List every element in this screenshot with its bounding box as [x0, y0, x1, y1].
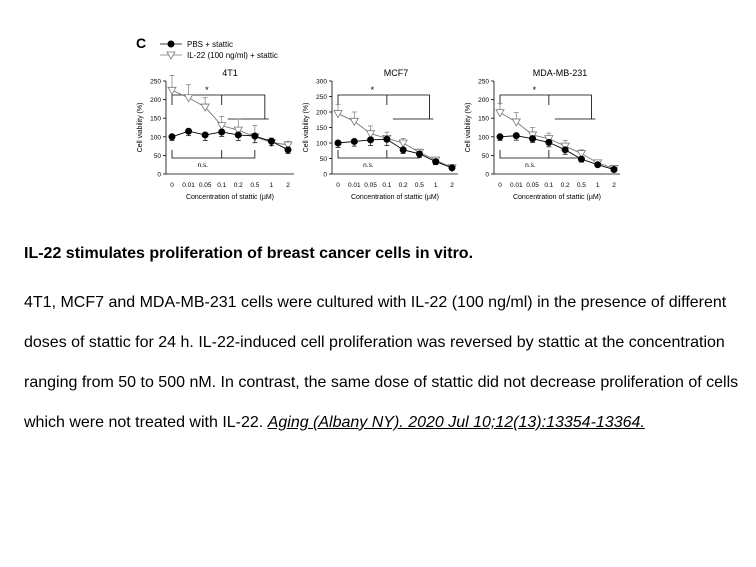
y-axis-label: Cell viability (%): [303, 102, 310, 153]
data-point-pbs: [235, 131, 242, 138]
y-tick-label: 0: [323, 171, 327, 179]
y-tick-label: 200: [150, 97, 161, 105]
data-point-pbs: [185, 128, 192, 135]
x-tick-label: 0.01: [347, 182, 361, 189]
chart-title: MCF7: [383, 68, 409, 78]
significance-bracket: [172, 95, 222, 105]
x-tick-label: 2: [450, 182, 454, 189]
data-point-il22: [334, 111, 342, 118]
x-tick-label: 1: [433, 182, 438, 189]
y-tick-label: 200: [316, 109, 327, 117]
data-point-pbs: [497, 133, 504, 140]
data-point-il22: [350, 118, 358, 125]
x-tick-label: 0.1: [382, 182, 392, 189]
x-tick-label: 0: [336, 182, 340, 189]
significance-star: *: [532, 85, 537, 95]
data-point-pbs: [285, 146, 292, 153]
x-tick-label: 0.05: [364, 182, 377, 189]
x-tick-label: 0.01: [182, 182, 195, 189]
x-tick-label: 0.2: [398, 182, 408, 189]
x-tick-label: 1: [269, 182, 274, 189]
figure-panel-c: [0, 0, 756, 215]
data-point-il22: [399, 140, 407, 147]
x-tick-label: 0.1: [217, 182, 227, 189]
data-point-pbs: [416, 150, 423, 157]
legend-il22-label: IL-22 (100 ng/ml) + stattic: [187, 51, 278, 60]
legend: [160, 40, 278, 60]
y-tick-label: 250: [316, 94, 327, 101]
x-tick-label: 0.01: [509, 182, 523, 189]
significance-bracket-right: [549, 95, 596, 119]
significance-bracket: [338, 95, 387, 105]
x-tick-label: 0: [498, 182, 502, 189]
legend-il22-marker: [167, 52, 175, 59]
data-point-il22: [185, 95, 193, 102]
x-axis-label: Concentration of stattic (µM): [512, 194, 602, 201]
data-point-pbs: [432, 158, 439, 165]
reference-link[interactable]: Aging (Albany NY). 2020 Jul 10;12(13):13354-13364.: [267, 414, 645, 431]
data-point-il22: [496, 110, 504, 117]
significance-bracket-right: [222, 95, 269, 119]
y-axis-label: Cell viability (%): [137, 102, 144, 153]
x-tick-label: 0.5: [250, 182, 260, 189]
chart-4t1: [137, 68, 294, 201]
legend-pbs: [160, 40, 233, 49]
x-tick-label: 0.1: [544, 182, 554, 189]
data-point-pbs: [218, 128, 225, 135]
y-tick-label: 100: [150, 134, 161, 142]
data-point-pbs: [169, 133, 176, 140]
x-tick-label: 2: [612, 182, 616, 189]
y-tick-label: 50: [481, 152, 489, 160]
data-point-pbs: [562, 146, 569, 153]
data-point-pbs: [578, 156, 585, 163]
data-point-pbs: [513, 132, 520, 139]
x-axis-label: Concentration of stattic (µM): [350, 194, 440, 201]
data-point-pbs: [335, 140, 342, 147]
significance-star: *: [370, 85, 375, 95]
data-point-il22: [512, 119, 520, 126]
y-tick-label: 0: [157, 171, 161, 179]
y-tick-label: 50: [319, 156, 327, 163]
legend-pbs-marker: [168, 41, 175, 48]
data-point-pbs: [611, 166, 618, 173]
x-tick-label: 0.05: [198, 182, 212, 189]
x-tick-label: 0.2: [560, 182, 570, 189]
x-tick-label: 0.2: [233, 182, 243, 189]
y-tick-label: 50: [153, 152, 161, 160]
chart-mda-mb-231: [465, 68, 620, 201]
data-point-pbs: [449, 164, 456, 171]
data-point-pbs: [400, 146, 407, 153]
caption-body: [24, 283, 754, 443]
ns-label: n.s.: [363, 162, 374, 169]
data-point-pbs: [529, 135, 536, 142]
x-tick-label: 1: [595, 182, 600, 189]
significance-bracket-right: [387, 95, 434, 119]
y-tick-label: 150: [316, 125, 327, 132]
y-tick-label: 250: [478, 78, 489, 86]
data-point-il22: [168, 87, 176, 94]
caption-text: 4T1, MCF7 and MDA-MB-231 cells were cultured with IL-22 (100 ng/ml) in the presence of different doses of stattic for 24 h. IL-22-induced cell proliferation was reversed by stattic at the concentration ranging from 50 to 500 nM. In contrast, the same dose of stattic did not decrease proliferation of cells which were not treated with IL-22.: [24, 294, 739, 431]
x-tick-label: 0.05: [526, 182, 539, 189]
ns-label: n.s.: [525, 162, 536, 169]
chart-title: 4T1: [222, 68, 238, 78]
x-tick-label: 0: [170, 182, 174, 189]
y-tick-label: 0: [485, 171, 489, 179]
legend-pbs-label: PBS + stattic: [187, 40, 234, 49]
y-tick-label: 100: [478, 134, 489, 142]
legend-il22: [160, 51, 278, 60]
y-tick-label: 100: [316, 140, 327, 148]
x-tick-label: 0.5: [414, 182, 424, 189]
chart-title: MDA-MB-231: [532, 68, 588, 78]
data-point-pbs: [251, 133, 258, 140]
data-point-pbs: [545, 139, 552, 146]
y-tick-label: 250: [150, 78, 161, 86]
ns-bracket: [172, 150, 255, 158]
ns-label: n.s.: [197, 162, 209, 169]
x-tick-label: 0.5: [576, 182, 586, 189]
data-point-pbs: [383, 136, 390, 143]
panel-letter: C: [136, 35, 147, 51]
data-point-pbs: [367, 136, 374, 143]
x-axis-label: Concentration of stattic (µM): [185, 194, 275, 201]
y-tick-label: 200: [478, 97, 489, 105]
y-tick-label: 300: [316, 78, 327, 86]
y-tick-label: 150: [478, 115, 489, 123]
chart-mcf7: [303, 68, 458, 201]
y-tick-label: 150: [150, 115, 161, 123]
y-axis-label: Cell viability (%): [465, 102, 472, 153]
x-tick-label: 2: [286, 182, 290, 189]
caption-title: IL-22 stimulates proliferation of breast cancer cells in vitro.: [24, 245, 474, 262]
data-point-pbs: [202, 131, 209, 138]
significance-star: *: [205, 85, 209, 95]
data-point-pbs: [594, 161, 601, 168]
ns-bracket: [500, 150, 581, 158]
data-point-pbs: [268, 138, 275, 145]
data-point-pbs: [351, 138, 358, 145]
significance-bracket: [500, 95, 549, 105]
